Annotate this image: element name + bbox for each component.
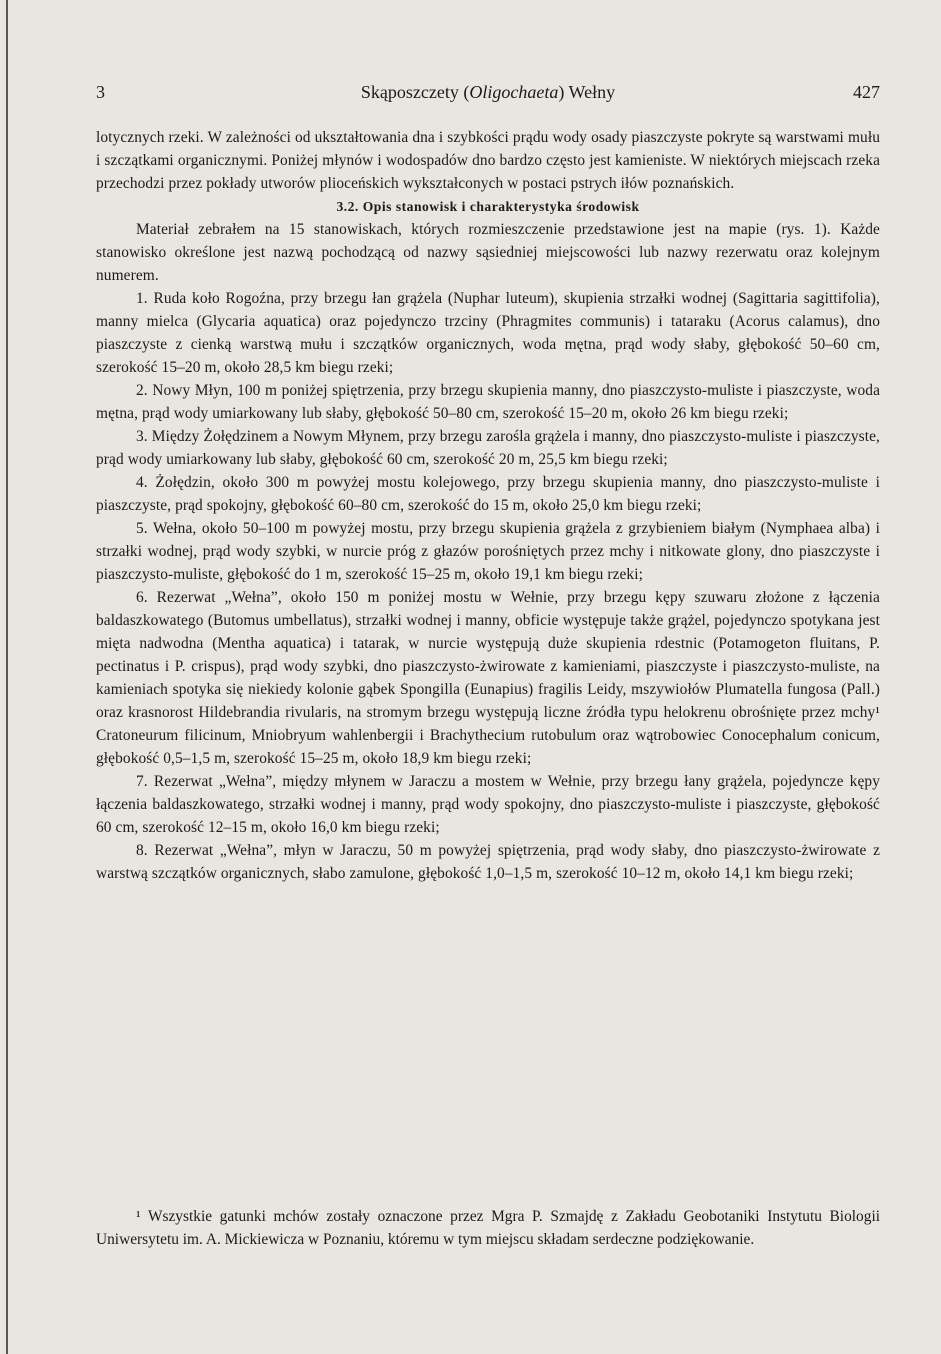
running-title [96,82,880,103]
station-item: 2. Nowy Młyn, 100 m poniżej spiętrzenia, przy brzegu skupienia manny, dno piaszczysto-muliste i piaszczyste, woda mętna, prąd wody umiarkowany lub słaby, głębokość 50–80 cm, szerokość 15–20 m, około 26 km biegu rzeki; [96,382,880,422]
main-text [96,126,880,885]
station-item: 8. Rezerwat „Wełna”, młyn w Jaraczu, 50 m powyżej spiętrzenia, prąd wody słaby, dno piaszczysto-żwirowate z warstwą szczątków organicznych, słabo zamulone, głębokość 1,0–1,5 m, szerokość 10–12 m, około 14,1 km biegu rzeki; [96,842,880,882]
page-number: 427 [853,82,880,102]
station-item: 4. Żołędzin, około 300 m powyżej mostu kolejowego, przy brzegu skupienia manny, dno piaszczysto-muliste i piaszczyste, prąd spokojny, głębokość 60–80 cm, szerokość do 15 m, około 25,0 km biegu rzeki; [96,474,880,514]
running-header [96,82,880,108]
footnote-area [96,1205,880,1251]
station-item: 5. Wełna, około 50–100 m powyżej mostu, przy brzegu skupienia grążela z grzybieniem białym (Nymphaea alba) i strzałki wodnej, prąd wody szybki, w nurcie próg z głazów porośniętych przez mchy i nitkowate glony, dno piaszczyste i piaszczysto-muliste, głębokość do 1 m, szerokość 15–25 m, około 19,1 km biegu rzeki; [96,520,880,583]
page-binding-edge [6,0,8,1354]
station-item: 7. Rezerwat „Wełna”, między młynem w Jaraczu a mostem w Wełnie, przy brzegu łany grążela, pojedyncze kępy łączenia baldaszkowatego, strzałki wodnej i manny, prąd wody spokojny, dno piaszczysto-muliste i piaszczyste, głębokość 60 cm, szerokość 12–15 m, około 16,0 km biegu rzeki; [96,773,880,836]
station-item: 3. Między Żołędzinem a Nowym Młynem, przy brzegu zarośla grążela i manny, dno piaszczysto-muliste i piaszczyste, prąd wody umiarkowany lub słaby, głębokość 60 cm, szerokość 20 m, 25,5 km biegu rzeki; [96,428,880,468]
station-item: 1. Ruda koło Rogoźna, przy brzegu łan grążela (Nuphar luteum), skupienia strzałki wodnej (Sagittaria sagittifolia), manny mielca (Glycaria aquatica) oraz pojedynczo trzciny (Phragmites communis) i tataraku (Acorus calamus), dno piaszczyste z cienką warstwą mułu i szczątków organicznych, woda mętna, prąd wody słaby, głębokość 50–60 cm, szerokość 15–20 m, około 28,5 km biegu rzeki; [96,290,880,376]
intro-paragraph: lotycznych rzeki. W zależności od ukształtowania dna i szybkości prądu wody osady piaszczyste pokryte są warstwami mułu i szczątkami organicznymi. Poniżej młynów i wodospadów dno bardzo często jest kamieniste. W niektórych miejscach rzeka przechodzi przez pokłady utworów plioceńskich wykształconych w postaci pstrych iłów poznańskich. [96,129,880,192]
section-number: 3 [96,82,105,102]
lead-paragraph: Materiał zebrałem na 15 stanowiskach, których rozmieszczenie przedstawione jest na mapie (rys. 1). Każde stanowisko określone jest nazwą pochodzącą od nazwy sąsiedniej miejscowości lub nazwy rezerwatu oraz kolejnym numerem. [96,221,880,284]
running-title-text: Skąposzczety (Oligochaeta) Wełny [360,82,616,102]
station-list [96,287,880,885]
station-item: 6. Rezerwat „Wełna”, około 150 m poniżej mostu w Wełnie, przy brzegu kępy szuwaru złożone z łączenia baldaszkowatego (Butomus umbellatus), strzałki wodnej i manny, obficie występuje także grążel, pojedynczo spotykana jest mięta nadwodna (Mentha aquatica) i tatarak, w nurcie występują duże skupienia rdestnic (Potamogeton fluitans, P. pectinatus i P. crispus), prąd wody szybki, dno piaszczysto-żwirowate z kamieniami, piaszczyste i piaszczysto-muliste, na kamieniach spotyka się niekiedy kolonie gąbek Spongilla (Eunapius) fragilis Leidy, mszywiołów Plumatella fungosa (Pall.) oraz krasnorost Hildebrandia rivularis, na stromym brzegu występują liczne źródła typu helokrenu obrośnięte przez mchy¹ Cratoneurum filicinum, Mniobryum wahlenbergii i Brachythecium rutobulum oraz wątrobowiec Conocephalum conicum, głębokość 0,5–1,5 m, szerokość 15–25 m, około 18,9 km biegu rzeki; [96,589,880,767]
section-heading: 3.2. Opis stanowisk i charakterystyka środowisk [336,199,640,214]
footnote: ¹ Wszystkie gatunki mchów zostały oznaczone przez Mgra P. Szmajdę z Zakładu Geobotaniki Instytutu Biologii Uniwersytetu im. A. Mickiewicza w Poznaniu, któremu w tym miejscu składam serdeczne podziękowanie. [96,1208,880,1248]
